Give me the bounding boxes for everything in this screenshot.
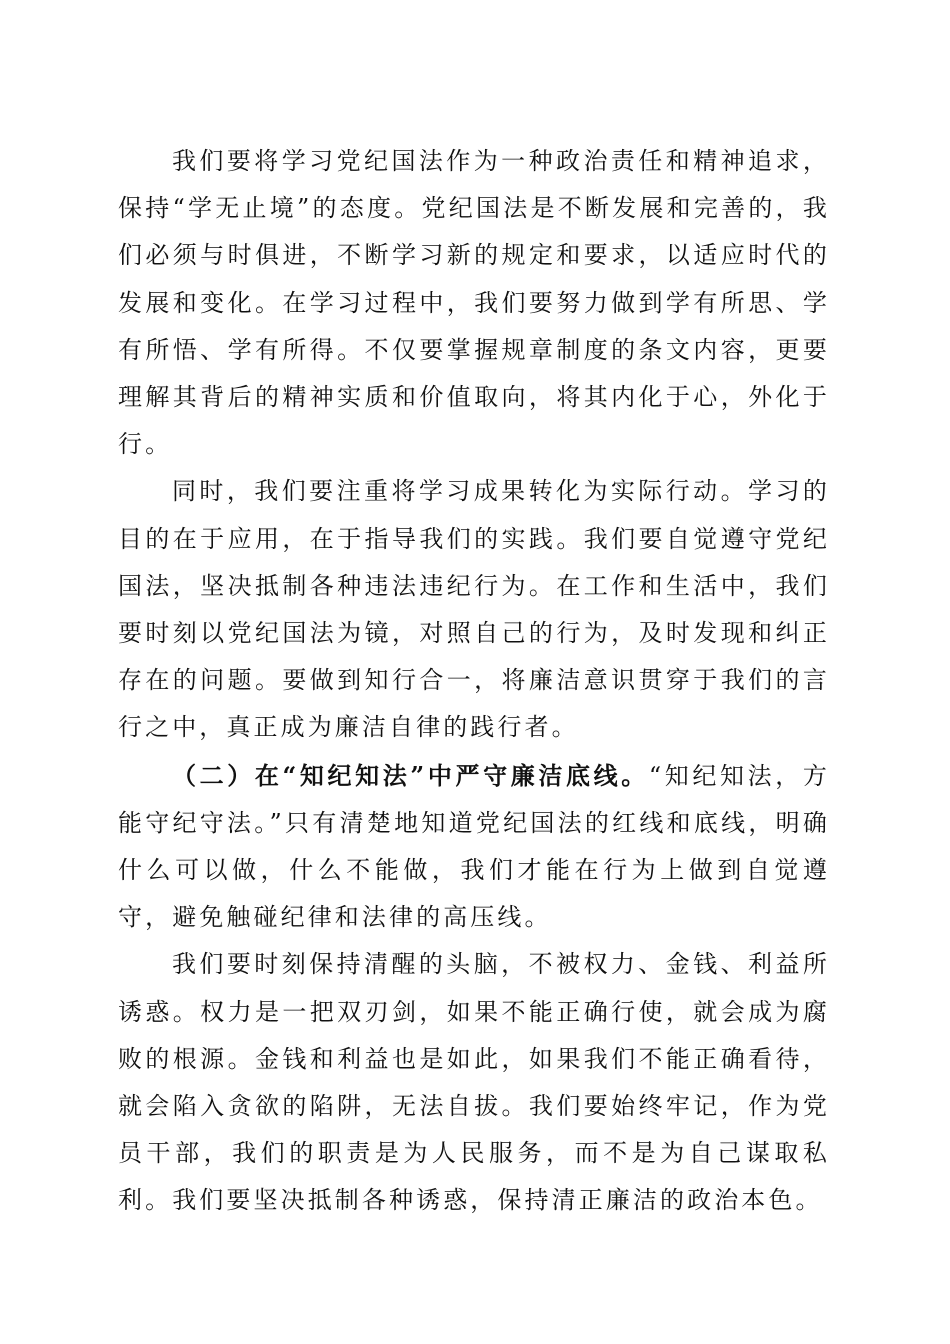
section-heading: （二）在“知纪知法”中严守廉洁底线。	[172, 760, 649, 790]
paragraph-section-two	[118, 752, 830, 942]
paragraph-practice: 同时，我们要注重将学习成果转化为实际行动。学习的目的在于应用，在于指导我们的实践。我们要自觉遵守党纪国法，坚决抵制各种违法违纪行为。在工作和生活中，我们要时刻以党纪国法为镜，对照自己的行为，及时发现和纠正存在的问题。要做到知行合一，将廉洁意识贯穿于我们的言行之中，真正成为廉洁自律的践行者。	[118, 477, 830, 742]
section-body: “知纪知法，方能守纪守法。”只有清楚地知道党纪国法的红线和底线，明确什么可以做，什么不能做，我们才能在行为上做到自觉遵守，避免触碰纪律和法律的高压线。	[118, 761, 830, 932]
paragraph-study-attitude: 我们要将学习党纪国法作为一种政治责任和精神追求，保持“学无止境”的态度。党纪国法是不断发展和完善的，我们必须与时俱进，不断学习新的规定和要求，以适应时代的发展和变化。在学习过程中，我们要努力做到学有所思、学有所悟、学有所得。不仅要掌握规章制度的条文内容，更要理解其背后的精神实质和价值取向，将其内化于心，外化于行。	[118, 147, 830, 459]
paragraph-integrity: 我们要时刻保持清醒的头脑，不被权力、金钱、利益所诱惑。权力是一把双刃剑，如果不能正确行使，就会成为腐败的根源。金钱和利益也是如此，如果我们不能正确看待，就会陷入贪欲的陷阱，无法自拔。我们要始终牢记，作为党员干部，我们的职责是为人民服务，而不是为自己谋取私利。我们要坚决抵制各种诱惑，保持清正廉洁的政治本色。	[118, 950, 830, 1215]
document-body	[118, 138, 830, 1225]
